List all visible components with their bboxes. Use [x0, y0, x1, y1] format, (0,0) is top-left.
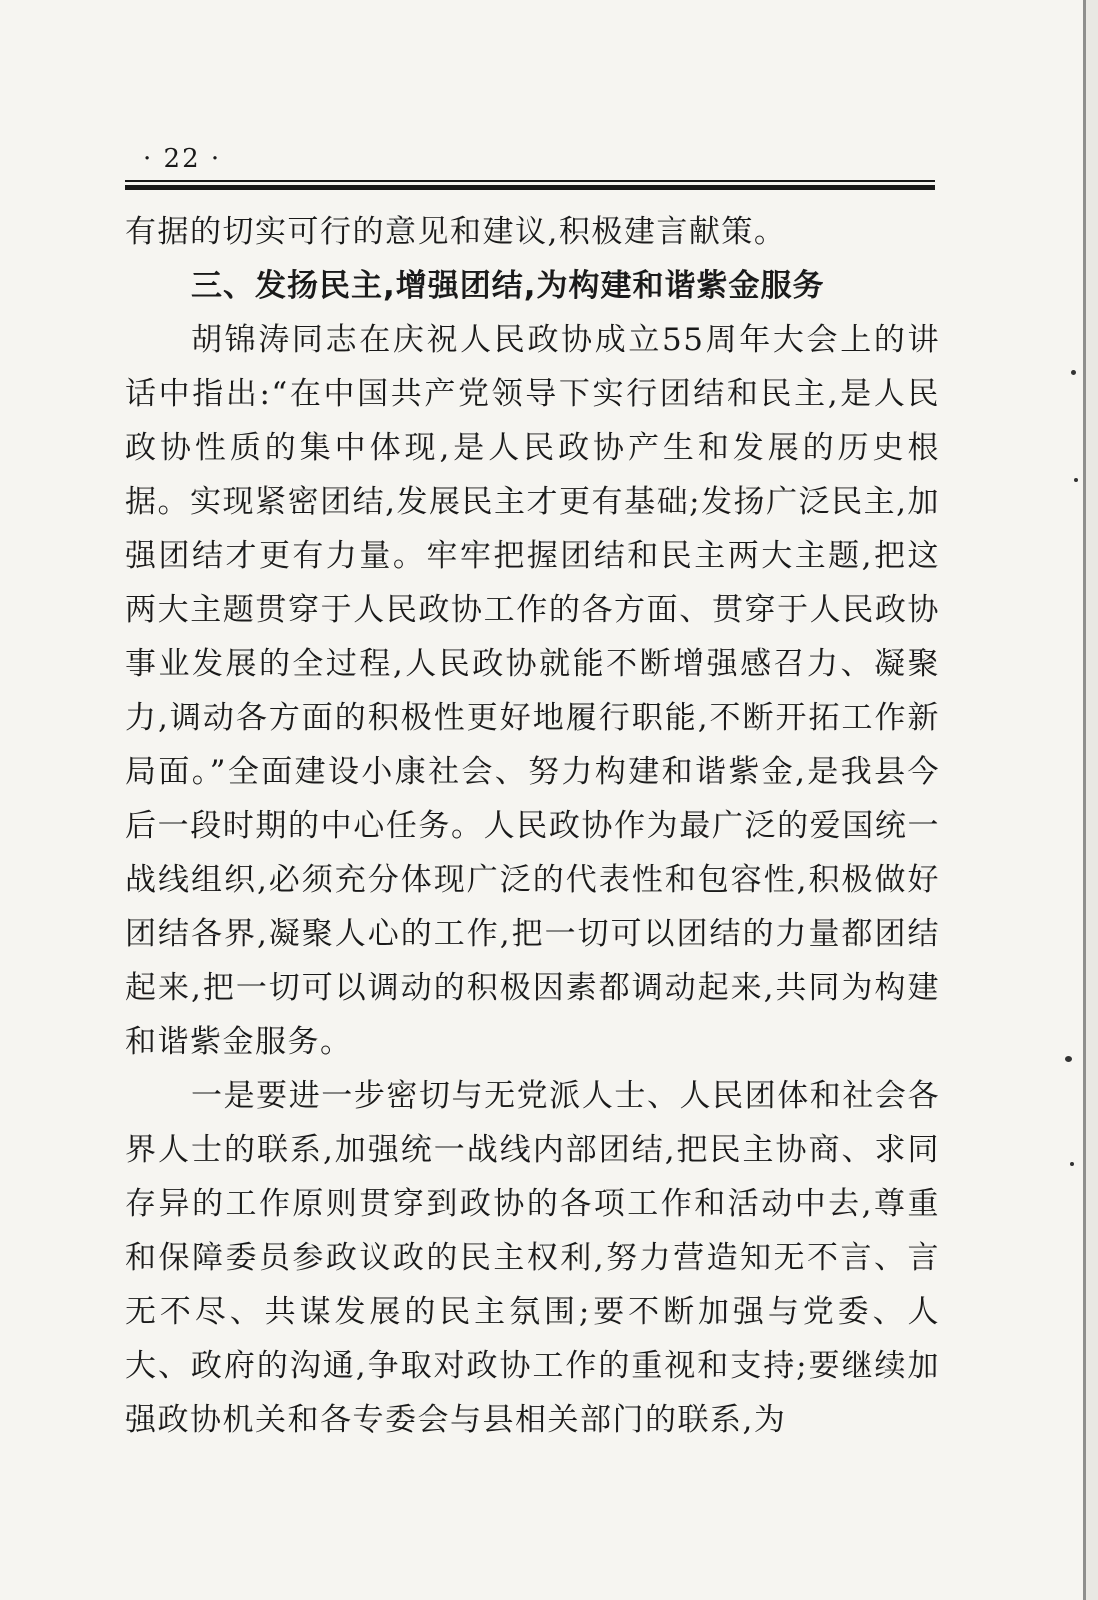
scan-speck — [1074, 478, 1078, 482]
page-edge-shadow — [1086, 0, 1098, 1600]
paragraph-quote: 胡锦涛同志在庆祝人民政协成立55周年大会上的讲话中指出:“在中国共产党领导下实行团结和民主,是人民政协性质的集中体现,是人民政协产生和发展的历史根据。实现紧密团结,发展民主才更有基础;发扬广泛民主,加强团结才更有力量。牢牢把握团结和民主两大主题,把这两大主题贯穿于人民政协工作的各方面、贯穿于人民政协事业发展的全过程,人民政协就能不断增强感召力、凝聚力,调动各方面的积极性更好地履行职能,不断开拓工作新局面。”全面建设小康社会、努力构建和谐紫金,是我县今后一段时期的中心任务。人民政协作为最广泛的爱国统一战线组织,必须充分体现广泛的代表性和包容性,积极做好团结各界,凝聚人心的工作,把一切可以团结的力量都团结起来,把一切可以调动的积极因素都调动起来,共同为构建和谐紫金服务。 — [125, 322, 940, 1060]
paragraph-continuation: 有据的切实可行的意见和建议,积极建言献策。 — [125, 214, 787, 250]
header-rule-thin — [125, 180, 935, 182]
page-header — [125, 140, 935, 190]
scan-speck — [1070, 1162, 1074, 1166]
header-rule-thick — [125, 185, 935, 190]
section-heading: 三、发扬民主,增强团结,为构建和谐紫金服务 — [191, 268, 825, 304]
paragraph-first-point: 一是要进一步密切与无党派人士、人民团体和社会各界人士的联系,加强统一战线内部团结,把民主协商、求同存异的工作原则贯穿到政协的各项工作和活动中去,尊重和保障委员参政议政的民主权利,努力营造知无不言、言无不尽、共谋发展的民主氛围;要不断加强与党委、人大、政府的沟通,争取对政协工作的重视和支持;要继续加强政协机关和各专委会与县相关部门的联系,为 — [125, 1078, 940, 1438]
scan-speck — [1065, 1056, 1072, 1062]
page-body — [125, 205, 940, 1447]
page-number: · 22 · — [143, 144, 222, 174]
scan-speck — [1071, 370, 1076, 375]
page-edge-line — [1083, 0, 1086, 1600]
